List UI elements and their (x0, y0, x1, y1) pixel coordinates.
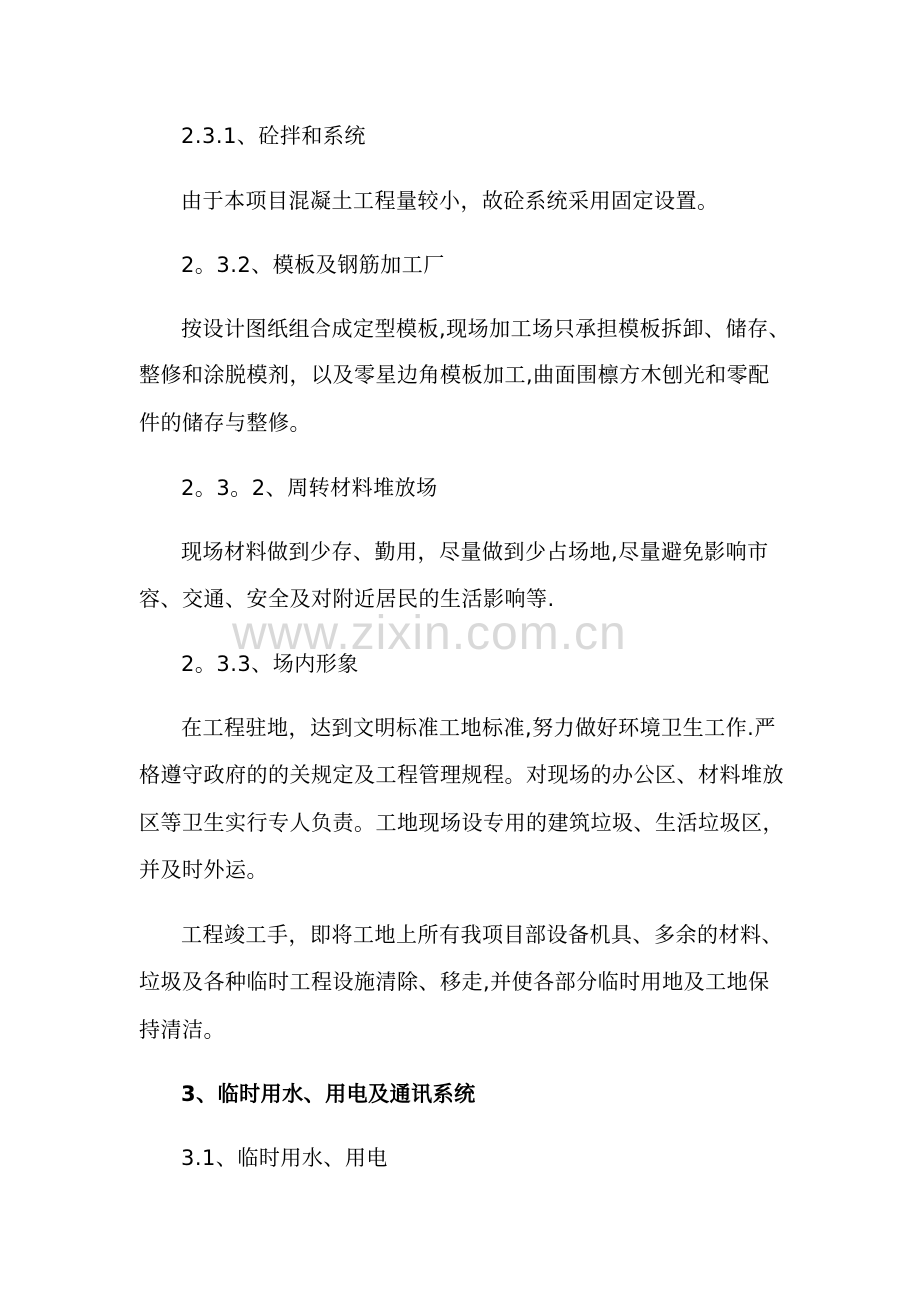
section-heading-2-3-2: 2。3.2、模板及钢筋加工厂 (181, 253, 445, 277)
paragraph-line: 件的储存与整修。 (139, 411, 311, 435)
paragraph-line: 按设计图纸组合成定型模板,现场加工场只承担模板拆卸、储存、 (181, 317, 791, 341)
paragraph-line: 容、交通、安全及对附近居民的生活影响等. (139, 587, 555, 611)
section-heading-3: 3、临时用水、用电及通讯系统 (181, 1082, 476, 1106)
paragraph-line: 工程竣工手，即将工地上所有我项目部设备机具、多余的材料、 (181, 923, 783, 947)
section-heading-2-3-1: 2.3.1、砼拌和系统 (181, 124, 366, 148)
paragraph-line: 现场材料做到少存、勤用，尽量做到少占场地,尽量避免影响市 (181, 540, 769, 564)
paragraph-line: 持清洁。 (139, 1018, 225, 1042)
paragraph-line: 整修和涂脱模剂，以及零星边角模板加工,曲面围檩方木刨光和零配 (139, 363, 770, 387)
paragraph-line: 格遵守政府的的关规定及工程管理规程。对现场的办公区、材料堆放 (139, 763, 784, 787)
watermark: www.zixin.com.cn (232, 607, 627, 660)
paragraph-line: 并及时外运。 (139, 858, 268, 882)
section-heading-3-1: 3.1、临时用水、用电 (181, 1146, 388, 1170)
paragraph-line: 区等卫生实行专人负责。工地现场设专用的建筑垃圾、生活垃圾区， (139, 811, 784, 835)
paragraph-line: 在工程驻地，达到文明标准工地标准,努力做好环境卫生工作.严 (181, 716, 776, 740)
section-heading-2-3-2-b: 2。3。2、周转材料堆放场 (181, 476, 438, 500)
paragraph-line: 垃圾及各种临时工程设施清除、移走,并使各部分临时用地及工地保 (139, 970, 770, 994)
section-heading-2-3-3: 2。3.3、场内形象 (181, 652, 359, 676)
paragraph-line: 由于本项目混凝土工程量较小，故砼系统采用固定设置。 (181, 189, 719, 213)
